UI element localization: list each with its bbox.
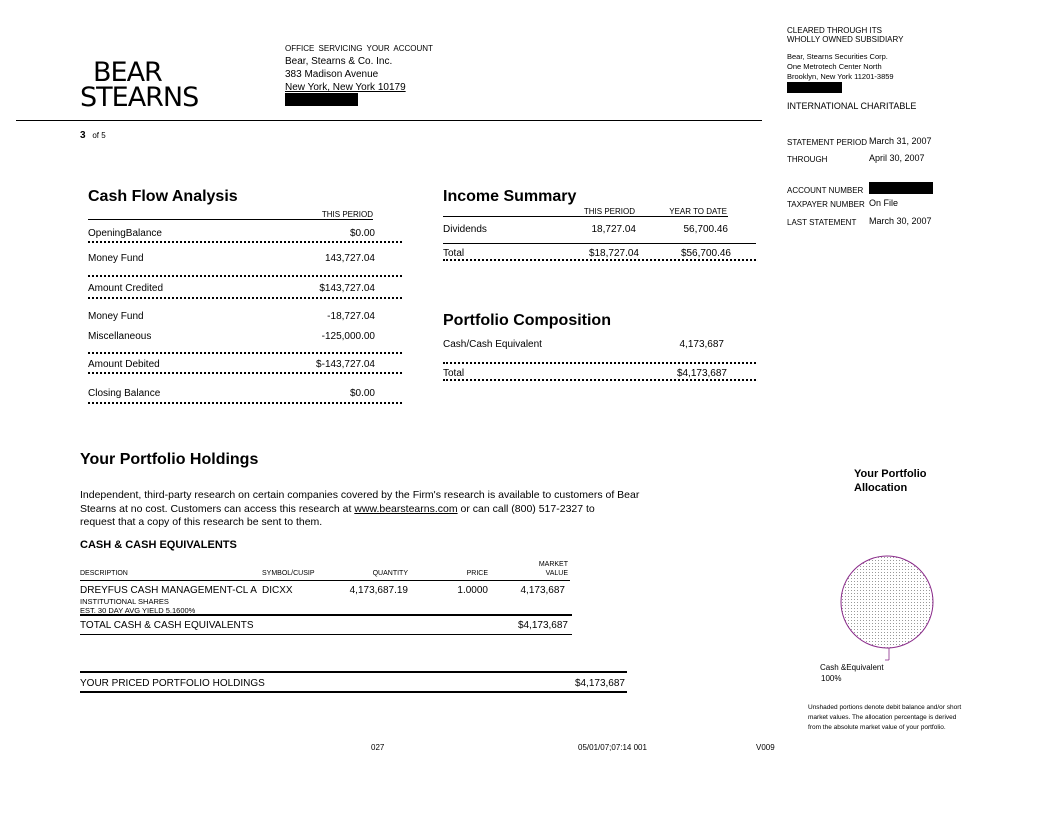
redacted-office-block [285, 93, 358, 106]
research-note-line2a: Stearns at no cost. Customers can access this research at [80, 502, 355, 515]
cash-equivalents-section: CASH & CASH EQUIVALENTS [80, 539, 237, 551]
footer-code1: 027 [371, 743, 385, 752]
amount-debited-label: Amount Debited [88, 359, 160, 370]
allocation-title-line2: Allocation [854, 482, 908, 494]
dotted-rule [88, 241, 402, 243]
allocation-title [854, 467, 927, 495]
allocation-note-line1: Unshaded portions denote debit balance and/or short [808, 704, 962, 711]
dividends-label: Dividends [443, 224, 487, 235]
last-statement-label: LAST STATEMENT [787, 218, 857, 227]
clearing-city: Brooklyn, New York 11201-3859 [787, 72, 894, 81]
clearing-street: One Metrotech Center North [787, 62, 882, 71]
dotted-rule [88, 352, 402, 354]
footer-code2: V009 [756, 743, 775, 752]
dotted-rule [88, 372, 402, 374]
last-statement-value: March 30, 2007 [869, 216, 932, 226]
dotted-rule [443, 259, 756, 261]
allocation-note-line2: market values. The allocation percentage is derived [808, 714, 957, 721]
composition-total-label: Total [443, 368, 465, 379]
opening-balance-label: OpeningBalance [88, 228, 162, 239]
holdings-header-price: PRICE [466, 570, 488, 577]
priced-holdings-value: $4,173,687 [574, 678, 625, 689]
composition-total-value: $4,173,687 [676, 368, 727, 379]
income-col-this-period: THIS PERIOD [583, 207, 635, 216]
priced-holdings-rule-bottom [80, 691, 627, 693]
miscellaneous-value: -125,000.00 [321, 331, 375, 342]
income-col-ytd: YEAR TO DATE [669, 207, 727, 216]
clearing-corp: Bear, Stearns Securities Corp. [787, 52, 888, 61]
holdings-header-market2: VALUE [545, 570, 568, 577]
clearing-line2: WHOLLY OWNED SUBSIDIARY [787, 35, 904, 44]
logo-line2: STEARNS [80, 82, 199, 113]
allocation-note [808, 703, 961, 733]
dotted-rule [443, 362, 756, 364]
allocation-slice-percent: 100% [821, 674, 842, 683]
research-link[interactable]: www.bearstearns.com [354, 502, 458, 515]
dividends-ytd: 56,700.46 [683, 224, 728, 235]
dotted-rule [88, 402, 402, 404]
holdings-total-rule-bottom [80, 634, 572, 635]
money-fund-label: Money Fund [88, 253, 144, 264]
page-of: of 5 [92, 131, 106, 140]
portfolio-holdings-title: Your Portfolio Holdings [80, 451, 259, 468]
amount-credited-value: $143,727.04 [319, 283, 375, 294]
logo-line1: BEAR [93, 57, 162, 88]
holding-quantity: 4,173,687.19 [349, 585, 408, 596]
statement-period-label: STATEMENT PERIOD [787, 138, 868, 147]
office-city: New York, New York 10179 [285, 82, 406, 93]
office-name: Bear, Stearns & Co. Inc. [285, 56, 393, 67]
taxpayer-label: TAXPAYER NUMBER [787, 200, 865, 209]
research-note-line2 [80, 503, 700, 517]
through-label: THROUGH [787, 155, 828, 164]
account-name: INTERNATIONAL CHARITABLE [787, 101, 917, 111]
holding-value: 4,173,687 [520, 585, 565, 596]
holdings-header-rule [80, 580, 570, 581]
research-note [80, 489, 700, 530]
closing-balance-label: Closing Balance [88, 388, 161, 399]
holdings-header-market1: MARKET [538, 561, 568, 568]
allocation-slice-label: Cash &Equivalent [820, 663, 884, 672]
holdings-header-description: DESCRIPTION [80, 570, 128, 577]
bear-stearns-logo [80, 57, 199, 113]
income-header-rule [443, 216, 728, 217]
cash-flow-header-rule [88, 219, 373, 220]
allocation-pie-chart [838, 550, 938, 670]
amount-credited-label: Amount Credited [88, 283, 164, 294]
taxpayer-value: On File [869, 198, 899, 208]
page-number [80, 130, 106, 141]
page-current: 3 [80, 130, 86, 141]
opening-balance-value: $0.00 [349, 228, 375, 239]
research-note-line2b: or can call (800) 517-2327 to [457, 502, 595, 515]
holding-sub2: EST. 30 DAY AVG YIELD 5.1600% [80, 606, 196, 615]
holding-description: DREYFUS CASH MANAGEMENT-CL A [80, 585, 257, 596]
header-rule [16, 120, 762, 121]
cash-flow-col-header: THIS PERIOD [321, 210, 373, 219]
dotted-rule [88, 297, 402, 299]
clearing-line1: CLEARED THROUGH ITS [787, 26, 882, 35]
holding-symbol: DICXX [262, 585, 293, 596]
money-fund-value: 143,727.04 [324, 253, 375, 264]
income-rule [443, 243, 756, 244]
cash-flow-title: Cash Flow Analysis [88, 188, 238, 205]
dotted-rule [443, 379, 756, 381]
pie-slice-cash-equivalent [841, 556, 933, 648]
holdings-total-rule-top [80, 614, 572, 616]
income-summary-title: Income Summary [443, 188, 577, 205]
holding-sub1: INSTITUTIONAL SHARES [80, 597, 169, 606]
research-note-line3: request that a copy of this research be sent to them. [80, 516, 323, 528]
income-total-ytd: $56,700.46 [680, 248, 731, 259]
cash-total-label: TOTAL CASH & CASH EQUIVALENTS [80, 620, 254, 631]
research-note-line1: Independent, third-party research on certain companies covered by the Firm's research is available to customers of Bear [80, 489, 640, 501]
priced-holdings-label: YOUR PRICED PORTFOLIO HOLDINGS [80, 678, 265, 689]
composition-cash-value: 4,173,687 [679, 339, 724, 350]
redacted-account-holder [787, 82, 842, 93]
priced-holdings-rule-top [80, 671, 627, 673]
cash-total-value: $4,173,687 [517, 620, 568, 631]
allocation-title-line1: Your Portfolio [854, 468, 927, 480]
account-number-label: ACCOUNT NUMBER [787, 186, 864, 195]
holding-price: 1.0000 [457, 585, 488, 596]
dotted-rule [88, 275, 402, 277]
allocation-note-line3: from the absolute market value of your portfolio. [808, 724, 946, 731]
dividends-this-period: 18,727.04 [591, 224, 636, 235]
miscellaneous-label: Miscellaneous [88, 331, 152, 342]
office-street: 383 Madison Avenue [285, 69, 379, 80]
money-fund-debit-label: Money Fund [88, 311, 144, 322]
money-fund-debit-value: -18,727.04 [327, 311, 375, 322]
office-heading: OFFICE SERVICING YOUR ACCOUNT [285, 44, 433, 53]
composition-cash-label: Cash/Cash Equivalent [443, 339, 542, 350]
portfolio-composition-title: Portfolio Composition [443, 312, 611, 329]
holdings-header-quantity: QUANTITY [372, 570, 408, 577]
redacted-account-number [869, 182, 933, 194]
amount-debited-value: $-143,727.04 [316, 359, 375, 370]
statement-period-value: March 31, 2007 [869, 136, 932, 146]
through-value: April 30, 2007 [869, 153, 925, 163]
income-total-label: Total [443, 248, 465, 259]
footer-timestamp: 05/01/07;07:14 001 [578, 743, 647, 752]
income-total-this-period: $18,727.04 [588, 248, 639, 259]
closing-balance-value: $0.00 [349, 388, 375, 399]
holdings-header-symbol: SYMBOL/CUSIP [262, 570, 315, 577]
